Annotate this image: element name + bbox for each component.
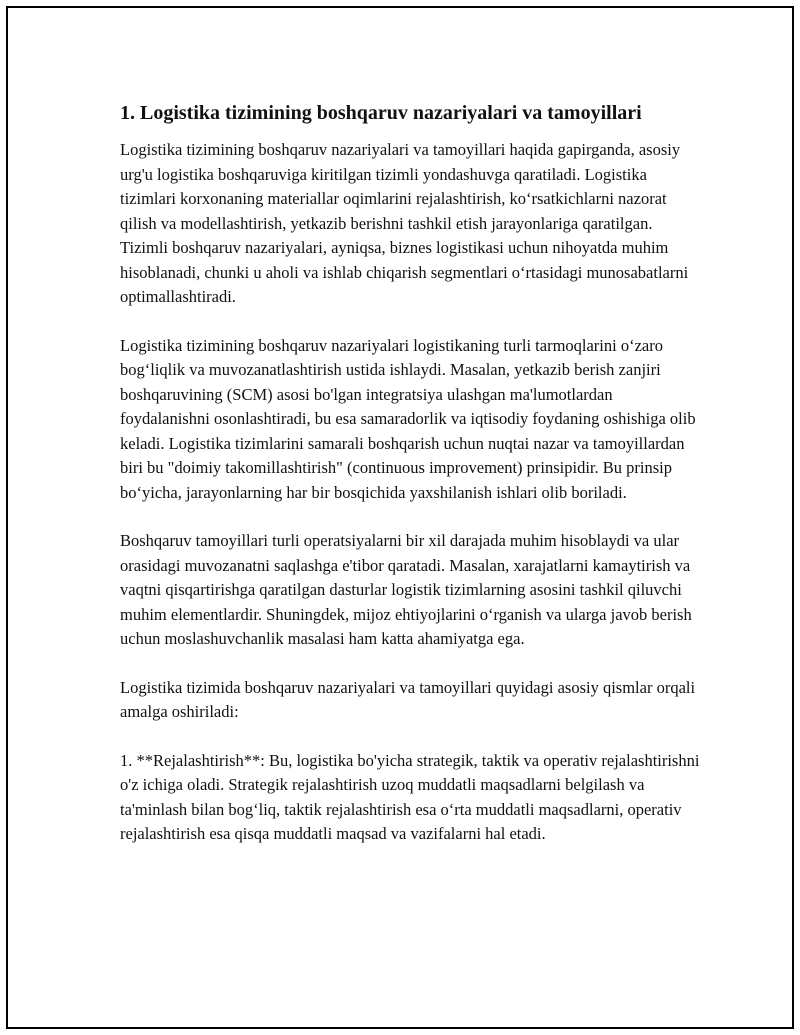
page-frame — [6, 6, 794, 1029]
paragraph-components-intro: Logistika tizimida boshqaruv nazariyalari va tamoyillari quyidagi asosiy qismlar orqali amalga oshiriladi: — [120, 677, 696, 721]
paragraph-planning-item: 1. **Rejalashtirish**: Bu, logistika bo'yicha strategik, taktik va operativ rejalashtirishni o'z ichiga oladi. Strategik rejalashtirish uzoq muddatli maqsadlarni belgilash va ta'minlash bilan bog‘liq, taktik rejalashtirish esa o‘rta muddatli maqsadlarni, operativ rejalashtirish esa qisqa muddatli maqsad va vazifalarni hal etadi. — [120, 750, 700, 843]
paragraph-principles: Boshqaruv tamoyillari turli operatsiyalarni bir xil darajada muhim hisoblaydi va ular orasidagi muvozanatni saqlashga e'tibor qaratadi. Masalan, xarajatlarni kamaytirish va vaqtni qisqartirishga qaratilgan dasturlar logistik tizimlarning asosini tashkil qiluvchi muhim elementlardir. Shuningdek, mijoz ehtiyojlarini o‘rganish va ularga javob berish uchun moslashuvchanlik masalasi ham katta ahamiyatga ega. — [120, 531, 692, 648]
paragraph-intro: Logistika tizimining boshqaruv nazariyalari va tamoyillari haqida gapirganda, asosiy urg'u logistika boshqaruviga kiritilgan tizimli yondashuvga qaratiladi. Logistika tizimlari korxonaning materiallar oqimlarini rejalashtirish, ko‘rsatkichlarni nazorat qilish va modellashtirish, yetkazib berishni tashkil etish jarayonlariga qaratilgan. Tizimli boshqaruv nazariyalari, ayniqsa, biznes logistikasi uchun nihoyatda muhim hisoblanadi, chunki u aholi va ishlab chiqarish segmentlari o‘rtasidagi munosabatlarni optimallashtiradi. — [120, 140, 689, 306]
section-heading: 1. Logistika tizimining boshqaruv nazariyalari va tamoyillari — [120, 102, 642, 124]
paragraph-theories: Logistika tizimining boshqaruv nazariyalari logistikaning turli tarmoqlarini o‘zaro bog‘liqlik va muvozanatlashtirish ustida ishlaydi. Masalan, yetkazib berish zanjiri boshqaruvining (SCM) asosi bo'lgan integratsiya ulashgan ma'lumotlardan foydalanishni osonlashtiradi, bu esa samaradorlik va iqtisodiy foydaning oshishiga olib keladi. Logistika tizimlarini samarali boshqarish uchun nuqtai nazar va tamoyillardan biri bu "doimiy takomillashtirish" (continuous improvement) prinsipidir. Bu prinsip bo‘yicha, jarayonlarning har bir bosqichida yaxshilanish ishlari olib boriladi. — [120, 335, 696, 502]
document-body — [120, 100, 700, 847]
